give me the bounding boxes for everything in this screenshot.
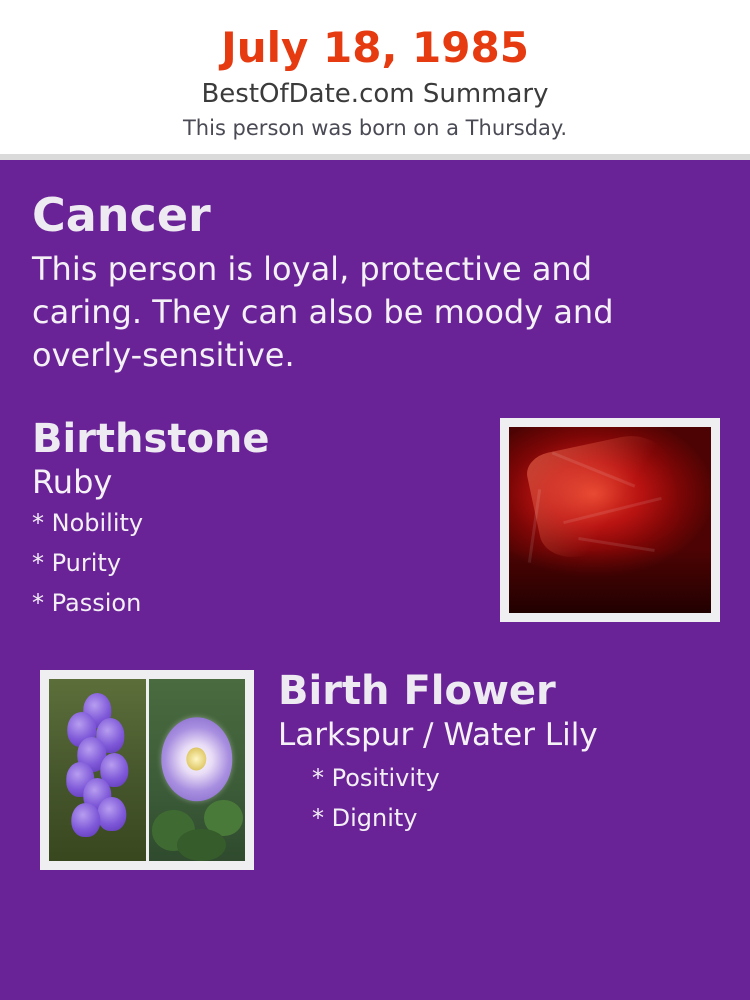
lily-center xyxy=(187,747,207,770)
birth-flower-section xyxy=(30,670,720,890)
gem-facet-line xyxy=(578,537,654,552)
details-panel xyxy=(0,160,750,1000)
lily-bloom xyxy=(161,717,232,801)
birthstone-title: Birthstone xyxy=(32,416,270,463)
page-title: July 18, 1985 xyxy=(221,23,529,72)
birth-flower-text xyxy=(278,668,720,833)
birth-flower-trait: * Dignity xyxy=(312,804,418,833)
birthstone-trait: * Purity xyxy=(32,549,122,578)
gem-facet-line xyxy=(563,497,662,524)
birthstone-text xyxy=(30,416,460,618)
birth-flower-trait: * Positivity xyxy=(312,764,440,793)
ruby-icon xyxy=(509,427,711,613)
zodiac-description: This person is loyal, protective and caring. They can also be moody and overly-sensitive. xyxy=(32,249,614,374)
larkspur-icon xyxy=(49,679,146,861)
birthstone-trait: * Nobility xyxy=(32,509,144,538)
gem-facet-line xyxy=(528,489,541,563)
birth-flower-title: Birth Flower xyxy=(278,668,556,715)
zodiac-sign-title: Cancer xyxy=(32,187,211,242)
birthstone-name: Ruby xyxy=(32,463,113,502)
birthstone-trait: * Passion xyxy=(32,589,142,618)
larkspur-spike xyxy=(62,690,133,847)
birthstone-photo xyxy=(500,418,720,622)
born-day-note: This person was born on a Thursday. xyxy=(182,115,568,140)
lily-pad xyxy=(177,829,225,862)
birth-flower-name: Larkspur / Water Lily xyxy=(278,717,598,754)
water-lily-icon xyxy=(149,679,246,861)
gem-facet-line xyxy=(552,452,636,488)
birthstone-section xyxy=(30,418,720,648)
header xyxy=(0,0,750,154)
birth-flower-photo xyxy=(40,670,254,870)
site-summary-label: BestOfDate.com Summary xyxy=(201,79,549,110)
